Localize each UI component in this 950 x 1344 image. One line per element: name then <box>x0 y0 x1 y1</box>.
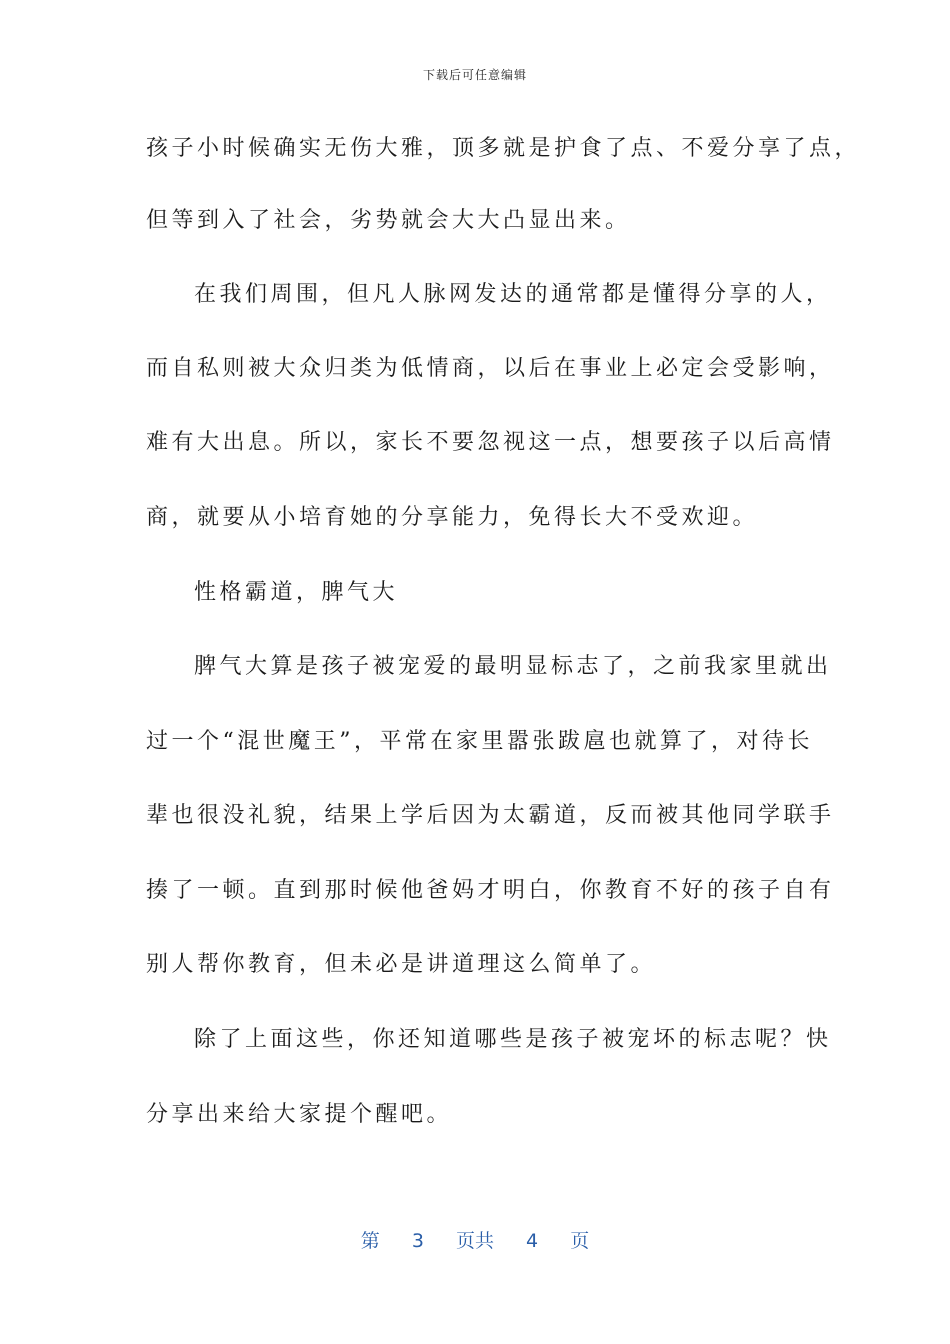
text-line: 脾气大算是孩子被宠爱的最明显标志了，之前我家里就出 <box>194 654 832 679</box>
text-line: 除了上面这些，你还知道哪些是孩子被宠坏的标志呢？快 <box>194 1027 832 1052</box>
text-line: 在我们周围，但凡人脉网发达的通常都是懂得分享的人， <box>194 282 832 307</box>
page-footer <box>0 1226 950 1253</box>
text-line: 过一个“混世魔王”，平常在家里嚣张跋扈也就算了，对待长 <box>146 729 813 754</box>
text-line: 商，就要从小培育她的分享能力，免得长大不受欢迎。 <box>146 505 759 530</box>
section-heading: 性格霸道，脾气大 <box>194 580 399 605</box>
footer-current-page: 3 <box>411 1230 424 1252</box>
footer-prefix: 第 <box>360 1230 380 1252</box>
text-line: 但等到入了社会，劣势就会大大凸显出来。 <box>146 208 631 233</box>
footer-total-pages: 4 <box>526 1230 539 1252</box>
text-line: 难有大出息。所以，家长不要忽视这一点，想要孩子以后高情 <box>146 430 835 455</box>
footer-suffix: 页 <box>570 1230 590 1252</box>
text-line: 辈也很没礼貌，结果上学后因为太霸道，反而被其他同学联手 <box>146 803 835 828</box>
text-line: 而自私则被大众归类为低情商，以后在事业上必定会受影响， <box>146 356 835 381</box>
text-line: 孩子小时候确实无伤大雅，顶多就是护食了点、不爱分享了点， <box>146 136 861 161</box>
text-line: 别人帮你教育，但未必是讲道理这么简单了。 <box>146 952 657 977</box>
footer-middle: 页共 <box>455 1230 494 1252</box>
text-line: 分享出来给大家提个醒吧。 <box>146 1102 453 1127</box>
text-line: 揍了一顿。直到那时候他爸妈才明白，你教育不好的孩子自有 <box>146 878 835 903</box>
page-header: 下载后可任意编辑 <box>422 68 527 82</box>
